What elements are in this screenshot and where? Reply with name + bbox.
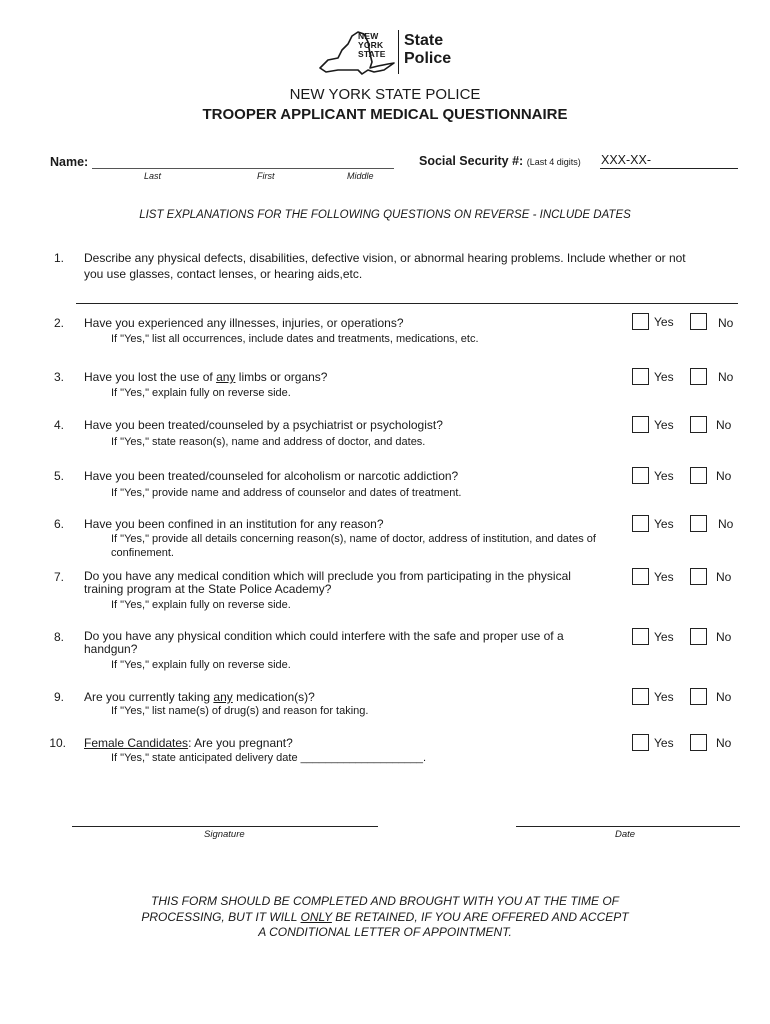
question-instruction: If "Yes," list all occurrences, include dates and treatments, medications, etc. — [111, 333, 479, 345]
ssn-hint: (Last 4 digits) — [526, 157, 581, 167]
question-instruction: If "Yes," list name(s) of drug(s) and reason for taking. — [111, 705, 369, 717]
org-title: NEW YORK STATE POLICE — [289, 86, 481, 103]
yes-label: Yes — [654, 517, 674, 531]
no-checkbox[interactable] — [690, 568, 707, 585]
question-number: 6. — [53, 517, 64, 531]
question-number: 3. — [53, 370, 64, 384]
yes-checkbox[interactable] — [632, 467, 649, 484]
question-text-part: Have you been confined in an institution for any reason? — [84, 517, 384, 531]
question-text — [84, 736, 624, 750]
yes-label: Yes — [654, 418, 674, 432]
question-text-part: Do you have any medical condition which will preclude you from participating in the physical training program at the State Police Academy? — [84, 569, 571, 596]
question-text-part: Are you currently taking — [84, 690, 214, 704]
question-instruction: If "Yes," explain fully on reverse side. — [111, 599, 291, 611]
question-instruction: If "Yes," explain fully on reverse side. — [111, 659, 291, 671]
date-label: Date — [615, 829, 636, 840]
question-instruction: If "Yes," state anticipated delivery date ____________________. — [111, 752, 427, 764]
footer-line: THIS FORM SHOULD BE COMPLETED AND BROUGHT WITH YOU AT THE TIME OF — [150, 894, 620, 908]
question-number: 5. — [53, 469, 64, 483]
ssn-field[interactable] — [600, 168, 738, 169]
logo-state-line: NEW — [358, 31, 379, 41]
yes-checkbox[interactable] — [632, 734, 649, 751]
logo-state-line: STATE — [358, 49, 386, 59]
logo-state-line: YORK — [358, 40, 384, 50]
question-instruction: If "Yes," provide name and address of counselor and dates of treatment. — [111, 487, 462, 499]
question-text — [84, 316, 624, 330]
first-name-caption: First — [257, 171, 275, 181]
question-text-part: limbs or organs? — [235, 370, 328, 384]
question-text-part: Have you been treated/counseled for alcoholism or narcotic addiction? — [84, 469, 459, 483]
no-checkbox[interactable] — [690, 467, 707, 484]
no-checkbox[interactable] — [690, 734, 707, 751]
yes-label: Yes — [654, 570, 674, 584]
no-label: No — [716, 630, 732, 644]
yes-label: Yes — [654, 630, 674, 644]
yes-label: Yes — [654, 736, 674, 750]
signature-field[interactable] — [72, 826, 378, 827]
no-checkbox[interactable] — [690, 368, 707, 385]
ssn-prefix: XXX-XX- — [601, 153, 652, 167]
no-label: No — [716, 570, 732, 584]
logo-wordmark — [404, 32, 451, 68]
logo-state-text — [358, 32, 386, 59]
yes-label: Yes — [654, 315, 674, 329]
question-text — [84, 469, 624, 483]
yes-label: Yes — [654, 469, 674, 483]
instruction-text: LIST EXPLANATIONS FOR THE FOLLOWING QUESTIONS ON REVERSE - INCLUDE DATES — [139, 209, 631, 221]
ssn-label: Social Security #: — [419, 154, 524, 168]
question-text — [84, 370, 624, 384]
question-number: 9. — [53, 690, 64, 704]
no-label: No — [716, 418, 732, 432]
footer-emphasis: ONLY — [300, 909, 332, 924]
question-text-part: Do you have any physical condition which could interfere with the safe and proper use of a handgun? — [84, 629, 564, 656]
question-number: 4. — [53, 418, 64, 432]
question-text-part: medication(s)? — [232, 690, 315, 704]
yes-checkbox[interactable] — [632, 628, 649, 645]
question-number: 2. — [53, 316, 64, 330]
logo-divider — [398, 30, 399, 74]
no-label: No — [718, 517, 734, 531]
footer-text-part: PROCESSING, BUT IT WILL — [141, 909, 301, 924]
logo-word-line: Police — [404, 50, 452, 67]
date-field[interactable] — [516, 826, 740, 827]
no-checkbox[interactable] — [690, 515, 707, 532]
name-field[interactable] — [92, 168, 394, 169]
ssn-label-group — [419, 154, 581, 168]
question-text-part: Have you been treated/counseled by a psychiatrist or psychologist? — [84, 418, 443, 432]
no-checkbox[interactable] — [690, 628, 707, 645]
question-emphasis: any — [216, 370, 236, 384]
yes-label: Yes — [654, 370, 674, 384]
no-checkbox[interactable] — [690, 313, 707, 330]
no-checkbox[interactable] — [690, 416, 707, 433]
question-number: 10. — [49, 736, 66, 750]
no-label: No — [716, 690, 732, 704]
question-text-part: Have you experienced any illnesses, injuries, or operations? — [84, 316, 404, 330]
question-instruction: If "Yes," state reason(s), name and address of doctor, and dates. — [111, 436, 426, 448]
no-label: No — [718, 316, 734, 330]
question-1-answer-line[interactable] — [76, 303, 738, 304]
question-text-part: : Are you pregnant? — [188, 736, 293, 750]
question-number: 1. — [53, 251, 64, 265]
footer-line: A CONDITIONAL LETTER OF APPOINTMENT. — [258, 925, 512, 939]
question-instruction: If "Yes," explain fully on reverse side. — [111, 387, 291, 399]
yes-label: Yes — [654, 690, 674, 704]
no-label: No — [716, 469, 732, 483]
question-text — [84, 570, 594, 595]
question-instruction: If "Yes," provide all details concerning reason(s), name of doctor, address of institution, and dates of confinement. — [111, 533, 596, 559]
footer-line — [0, 910, 770, 926]
no-label: No — [716, 736, 732, 750]
yes-checkbox[interactable] — [632, 313, 649, 330]
yes-checkbox[interactable] — [632, 368, 649, 385]
question-text — [84, 630, 594, 655]
question-number: 8. — [53, 630, 64, 644]
middle-name-caption: Middle — [347, 171, 374, 181]
no-label: No — [718, 370, 734, 384]
yes-checkbox[interactable] — [632, 568, 649, 585]
no-checkbox[interactable] — [690, 688, 707, 705]
yes-checkbox[interactable] — [632, 515, 649, 532]
question-number: 7. — [53, 570, 64, 584]
form-title: TROOPER APPLICANT MEDICAL QUESTIONNAIRE — [202, 106, 568, 123]
signature-label: Signature — [204, 829, 245, 840]
footer-notice — [0, 894, 770, 941]
yes-checkbox[interactable] — [632, 688, 649, 705]
yes-checkbox[interactable] — [632, 416, 649, 433]
question-text-part: Have you lost the use of — [84, 370, 217, 384]
name-label: Name: — [50, 155, 89, 169]
logo-word-line: State — [404, 32, 444, 49]
last-name-caption: Last — [144, 171, 162, 181]
question-emphasis: any — [213, 690, 233, 704]
question-1-text: Describe any physical defects, disabilities, defective vision, or abnormal hearing problems. Include whether or not you use glasses, contact lenses, or hearing aids,etc. — [84, 251, 686, 281]
footer-text-part: BE RETAINED, IF YOU ARE OFFERED AND ACCEPT — [331, 909, 629, 924]
question-text — [84, 418, 624, 432]
question-emphasis: Female Candidates — [84, 736, 189, 750]
question-text — [84, 517, 624, 531]
question-text — [84, 690, 624, 704]
